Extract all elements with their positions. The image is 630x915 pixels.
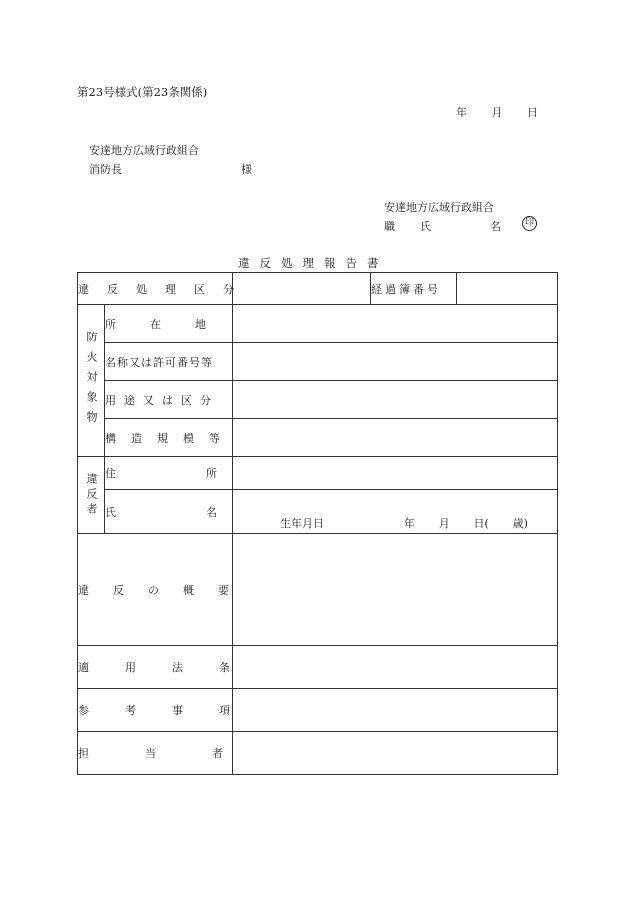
violation-category-label: 違反処理区分 bbox=[78, 282, 252, 296]
record-number-label: 経過簿番号 bbox=[371, 282, 441, 296]
fire-object-label: 防火対象物 bbox=[85, 330, 98, 431]
addressee-honorific: 様 bbox=[241, 163, 252, 176]
reference-label-cell bbox=[78, 689, 266, 732]
address-label: 住所 bbox=[105, 467, 307, 480]
form-title: 違反処理報告書 bbox=[238, 256, 389, 270]
name-value[interactable] bbox=[233, 490, 558, 534]
person-in-charge-label-cell bbox=[78, 732, 279, 775]
violation-category-value[interactable] bbox=[233, 273, 371, 305]
date-month-label: 月 bbox=[491, 106, 503, 119]
structure-scale-label-cell bbox=[105, 419, 233, 457]
violator-label-cell bbox=[78, 457, 105, 534]
dob-label: 生年月日 bbox=[280, 517, 324, 530]
sender-name-label-1: 氏 bbox=[420, 220, 431, 233]
address-label-cell bbox=[105, 457, 307, 490]
dob-year: 年 bbox=[403, 517, 415, 530]
record-number-value[interactable] bbox=[457, 273, 558, 305]
structure-scale-label: 構造規模等 bbox=[105, 431, 235, 445]
location-value[interactable] bbox=[233, 305, 558, 343]
structure-scale-value[interactable] bbox=[233, 419, 558, 457]
addressee-org: 安達地方広域行政組合 bbox=[89, 144, 199, 157]
use-or-category-value[interactable] bbox=[233, 381, 558, 419]
violator-label: 違反者 bbox=[85, 472, 98, 518]
dob-day: 日( bbox=[473, 517, 489, 530]
use-or-category-label: 用途又は区分 bbox=[105, 393, 219, 407]
date-day-label: 日 bbox=[527, 106, 538, 119]
sender-name-label-2: 名 bbox=[490, 220, 501, 233]
name-or-permit-label: 名称又は許可番号等 bbox=[105, 355, 213, 369]
name-or-permit-label-cell bbox=[105, 343, 233, 381]
violation-category-label-cell bbox=[78, 273, 252, 305]
name-or-permit-value[interactable] bbox=[233, 343, 558, 381]
seal-mark: 印 bbox=[522, 216, 537, 231]
applicable-law-label: 適用法条 bbox=[78, 661, 266, 674]
location-label-cell bbox=[105, 305, 240, 343]
summary-value[interactable] bbox=[233, 534, 558, 646]
reference-value[interactable] bbox=[233, 689, 558, 732]
sender-position: 職 bbox=[384, 220, 395, 233]
summary-label-cell bbox=[78, 534, 253, 646]
report-table bbox=[77, 272, 558, 775]
dob-month: 月 bbox=[438, 517, 450, 530]
use-or-category-label-cell bbox=[105, 381, 233, 419]
person-in-charge-label: 担当者 bbox=[78, 747, 279, 760]
form-number: 第23号様式(第23条関係) bbox=[77, 85, 208, 99]
date-year-label: 年 bbox=[456, 106, 467, 119]
name-label: 氏名 bbox=[105, 505, 307, 519]
addressee-title: 消防長 bbox=[89, 163, 122, 176]
summary-label: 違反の概要 bbox=[78, 583, 253, 597]
reference-label: 参考事項 bbox=[78, 704, 266, 717]
fire-object-label-cell bbox=[78, 305, 105, 457]
applicable-law-label-cell bbox=[78, 646, 266, 689]
person-in-charge-value[interactable] bbox=[233, 732, 558, 775]
record-number-label-cell bbox=[371, 273, 457, 305]
sender-org: 安達地方広域行政組合 bbox=[384, 201, 494, 214]
location-label: 所在地 bbox=[105, 317, 240, 331]
dob-age: 歳) bbox=[512, 517, 528, 530]
date-line bbox=[456, 104, 538, 120]
applicable-law-value[interactable] bbox=[233, 646, 558, 689]
